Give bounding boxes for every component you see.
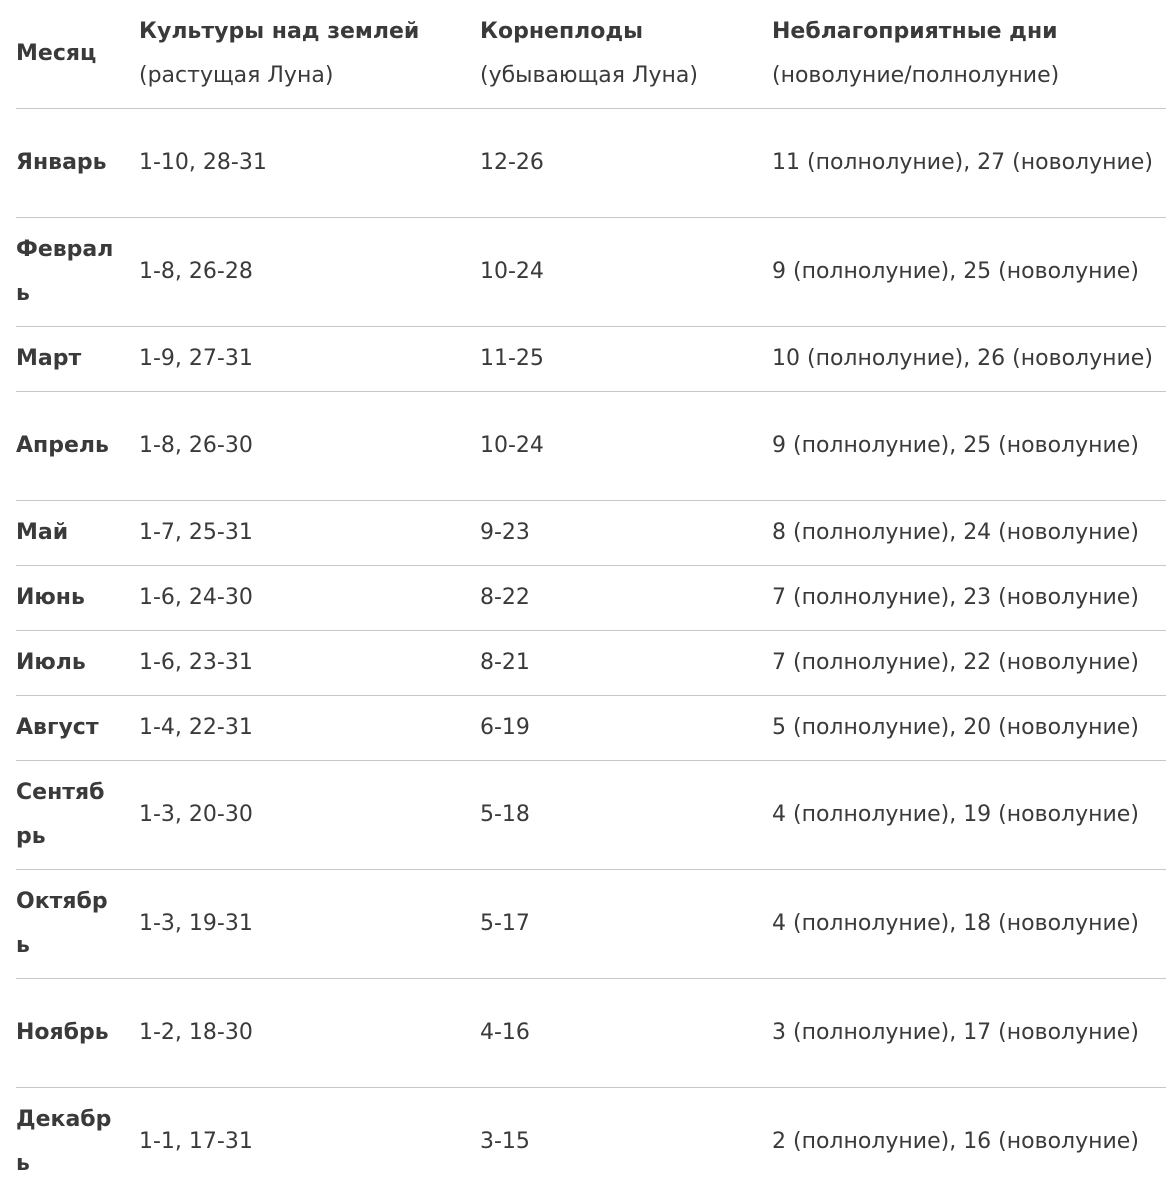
- cell-above-ground: 1-10, 28-31: [139, 109, 480, 218]
- table-body: [16, 109, 1166, 1197]
- table-row: [16, 218, 1166, 327]
- cell-unfavorable: 9 (полнолуние), 25 (новолуние): [772, 218, 1166, 327]
- cell-unfavorable: 8 (полнолуние), 24 (новолуние): [772, 501, 1166, 566]
- cell-root-crops: 3-15: [480, 1129, 530, 1154]
- cell-month: Июль: [16, 631, 139, 696]
- cell-unfavorable: 4 (полнолуние), 18 (новолуние): [772, 870, 1166, 979]
- header-unfavorable: [772, 0, 1166, 109]
- cell-above-ground: 1-8, 26-28: [139, 218, 480, 327]
- cell-above-ground: 1-1, 17-31: [139, 1129, 253, 1154]
- cell-month: Сентябрь: [16, 761, 139, 870]
- table-row: [16, 761, 1166, 870]
- header-unfavorable-sublabel: (новолуние/полнолуние): [772, 63, 1060, 88]
- cell-above-ground: 1-7, 25-31: [139, 501, 480, 566]
- header-root-crops-label: Корнеплоды: [480, 19, 644, 44]
- cell-month: Январь: [16, 109, 139, 218]
- table-row: [16, 696, 1166, 761]
- cell-month: Февраль: [16, 218, 139, 327]
- cell-unfavorable: 7 (полнолуние), 22 (новолуние): [772, 631, 1166, 696]
- cell-root-crops: 5-18: [480, 761, 772, 870]
- cell-unfavorable: 3 (полнолуние), 17 (новолуние): [772, 979, 1166, 1088]
- header-month: [16, 0, 139, 109]
- table-row: [16, 501, 1166, 566]
- cell-above-ground: 1-2, 18-30: [139, 979, 480, 1088]
- header-above-ground-label: Культуры над землей: [139, 19, 420, 44]
- cell-above-ground: 1-9, 27-31: [139, 327, 480, 392]
- header-above-ground: [139, 0, 480, 109]
- cell-unfavorable: 10 (полнолуние), 26 (новолуние): [772, 327, 1166, 392]
- cell-above-ground: 1-6, 24-30: [139, 566, 480, 631]
- table-row: [16, 870, 1166, 979]
- table-row: [16, 327, 1166, 392]
- cell-unfavorable: 11 (полнолуние), 27 (новолуние): [772, 109, 1166, 218]
- cell-month: Май: [16, 501, 139, 566]
- table-row: [16, 566, 1166, 631]
- cell-root-crops: 11-25: [480, 327, 772, 392]
- cell-month: Ноябрь: [16, 979, 139, 1088]
- cell-unfavorable: 2 (полнолуние), 16 (новолуние): [772, 1129, 1139, 1154]
- cell-root-crops: 10-24: [480, 392, 772, 501]
- cell-root-crops: 4-16: [480, 979, 772, 1088]
- cell-month: Март: [16, 327, 139, 392]
- table-row: [16, 392, 1166, 501]
- cell-root-crops: 9-23: [480, 501, 772, 566]
- cell-above-ground: 1-6, 23-31: [139, 631, 480, 696]
- cell-above-ground: 1-8, 26-30: [139, 392, 480, 501]
- table-row: [16, 109, 1166, 218]
- cell-month: Апрель: [16, 392, 139, 501]
- cell-root-crops: 8-21: [480, 631, 772, 696]
- table-row: [16, 1088, 1166, 1197]
- header-row: [16, 0, 1166, 109]
- cell-root-crops: 5-17: [480, 870, 772, 979]
- lunar-calendar-table: [16, 0, 1166, 1196]
- header-unfavorable-label: Неблагоприятные дни: [772, 19, 1058, 44]
- table-row: [16, 979, 1166, 1088]
- cell-above-ground: 1-4, 22-31: [139, 696, 480, 761]
- table-header: [16, 0, 1166, 109]
- cell-month: Август: [16, 696, 139, 761]
- cell-root-crops: 12-26: [480, 109, 772, 218]
- lunar-calendar-table-container: [16, 0, 1166, 1196]
- cell-root-crops: 8-22: [480, 566, 772, 631]
- header-root-crops-sublabel: (убывающая Луна): [480, 63, 698, 88]
- cell-unfavorable: 7 (полнолуние), 23 (новолуние): [772, 566, 1166, 631]
- cell-above-ground: 1-3, 20-30: [139, 761, 480, 870]
- cell-month: Октябрь: [16, 870, 139, 979]
- cell-above-ground: 1-3, 19-31: [139, 870, 480, 979]
- header-above-ground-sublabel: (растущая Луна): [139, 63, 334, 88]
- table-row: [16, 631, 1166, 696]
- cell-month: Июнь: [16, 566, 139, 631]
- cell-month: Декабрь: [16, 1107, 112, 1176]
- header-month-label: Месяц: [16, 41, 97, 66]
- cell-root-crops: 6-19: [480, 696, 772, 761]
- cell-unfavorable: 4 (полнолуние), 19 (новолуние): [772, 761, 1166, 870]
- cell-root-crops: 10-24: [480, 218, 772, 327]
- cell-unfavorable: 5 (полнолуние), 20 (новолуние): [772, 696, 1166, 761]
- cell-unfavorable: 9 (полнолуние), 25 (новолуние): [772, 392, 1166, 501]
- header-root-crops: [480, 0, 772, 109]
